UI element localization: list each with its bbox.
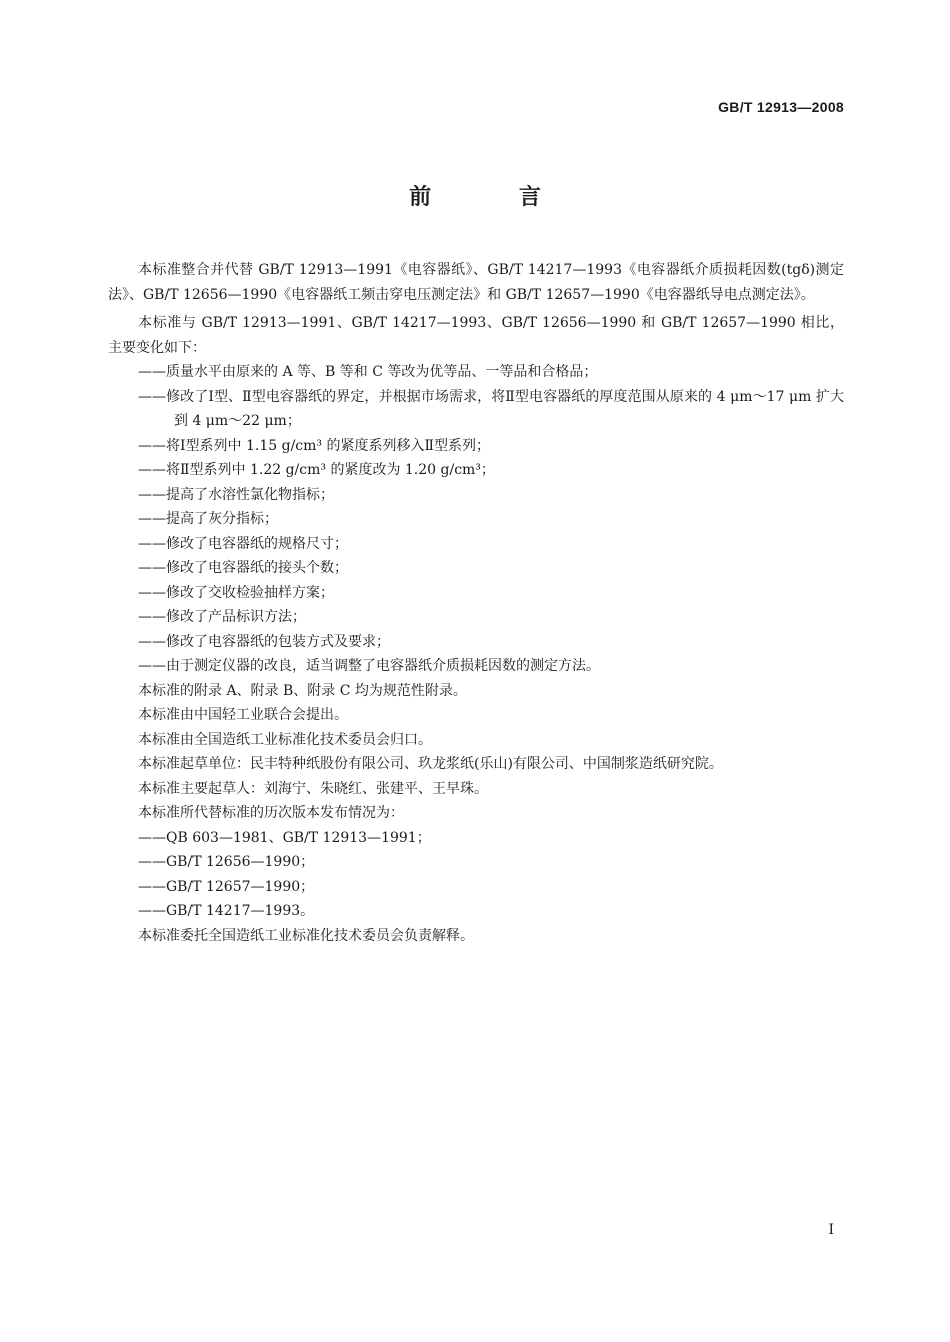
change-item: ——修改了Ⅰ型、Ⅱ型电容器纸的界定，并根据市场需求，将Ⅱ型电容器纸的厚度范围从原来的 4 μm～17 μm 扩大到 4 μm～22 μm； — [138, 388, 844, 429]
replaced-version-item: ——GB/T 12657—1990； — [138, 878, 315, 895]
change-item: ——将Ⅱ型系列中 1.22 g/cm³ 的紧度改为 1.20 g/cm³； — [138, 462, 495, 478]
change-item: ——修改了电容器纸的规格尺寸； — [138, 535, 348, 552]
intro-paragraph: 本标准整合并代替 GB/T 12913—1991《电容器纸》、GB/T 14217—1993《电容器纸介质损耗因数(tgδ)测定法》、GB/T 12656—1990《电容器纸工频击穿电压测定法》和 GB/T 12657—1990《电容器纸导电点测定法》。 — [108, 262, 844, 303]
changes-intro-paragraph: 本标准与 GB/T 12913—1991、GB/T 14217—1993、GB/T 12656—1990 和 GB/T 12657—1990 相比，主要变化如下： — [108, 315, 844, 356]
interpretation-statement: 本标准委托全国造纸工业标准化技术委员会负责解释。 — [138, 927, 474, 944]
drafting-units-statement: 本标准起草单位：民丰特种纸股份有限公司、玖龙浆纸(乐山)有限公司、中国制浆造纸研究院。 — [138, 756, 723, 772]
appendix-statement: 本标准的附录 A、附录 B、附录 C 均为规范性附录。 — [138, 682, 467, 699]
change-item: ——将Ⅰ型系列中 1.15 g/cm³ 的紧度系列移入Ⅱ型系列； — [138, 437, 490, 454]
drafters-statement: 本标准主要起草人：刘海宁、朱晓红、张建平、王早珠。 — [138, 780, 488, 797]
change-item: ——提高了灰分指标； — [138, 511, 278, 527]
replaced-version-item: ——GB/T 12656—1990； — [138, 854, 315, 870]
change-item: ——提高了水溶性氯化物指标； — [138, 486, 334, 503]
page-number: I — [828, 1222, 834, 1238]
change-item: ——修改了电容器纸的接头个数； — [138, 560, 348, 576]
changes-list — [108, 360, 844, 679]
committee-statement: 本标准由全国造纸工业标准化技术委员会归口。 — [138, 731, 432, 748]
page-title: 前 言 — [409, 185, 581, 210]
change-item: ——修改了产品标识方法； — [138, 609, 306, 625]
change-item: ——修改了交收检验抽样方案； — [138, 584, 334, 601]
change-item: ——由于测定仪器的改良，适当调整了电容器纸介质损耗因数的测定方法。 — [138, 658, 600, 674]
document-body — [108, 258, 844, 948]
standard-number-header: GB/T 12913—2008 — [718, 99, 844, 115]
replaced-version-item: ——GB/T 14217—1993。 — [138, 903, 315, 919]
replaced-version-item: ——QB 603—1981、GB/T 12913—1991； — [138, 829, 431, 846]
previous-versions-statement: 本标准所代替标准的历次版本发布情况为： — [138, 805, 404, 821]
change-item: ——质量水平由原来的 A 等、B 等和 C 等改为优等品、一等品和合格品； — [138, 364, 598, 380]
proposer-statement: 本标准由中国轻工业联合会提出。 — [138, 707, 348, 723]
change-item: ——修改了电容器纸的包装方式及要求； — [138, 633, 390, 650]
replaced-versions-list — [108, 826, 844, 924]
